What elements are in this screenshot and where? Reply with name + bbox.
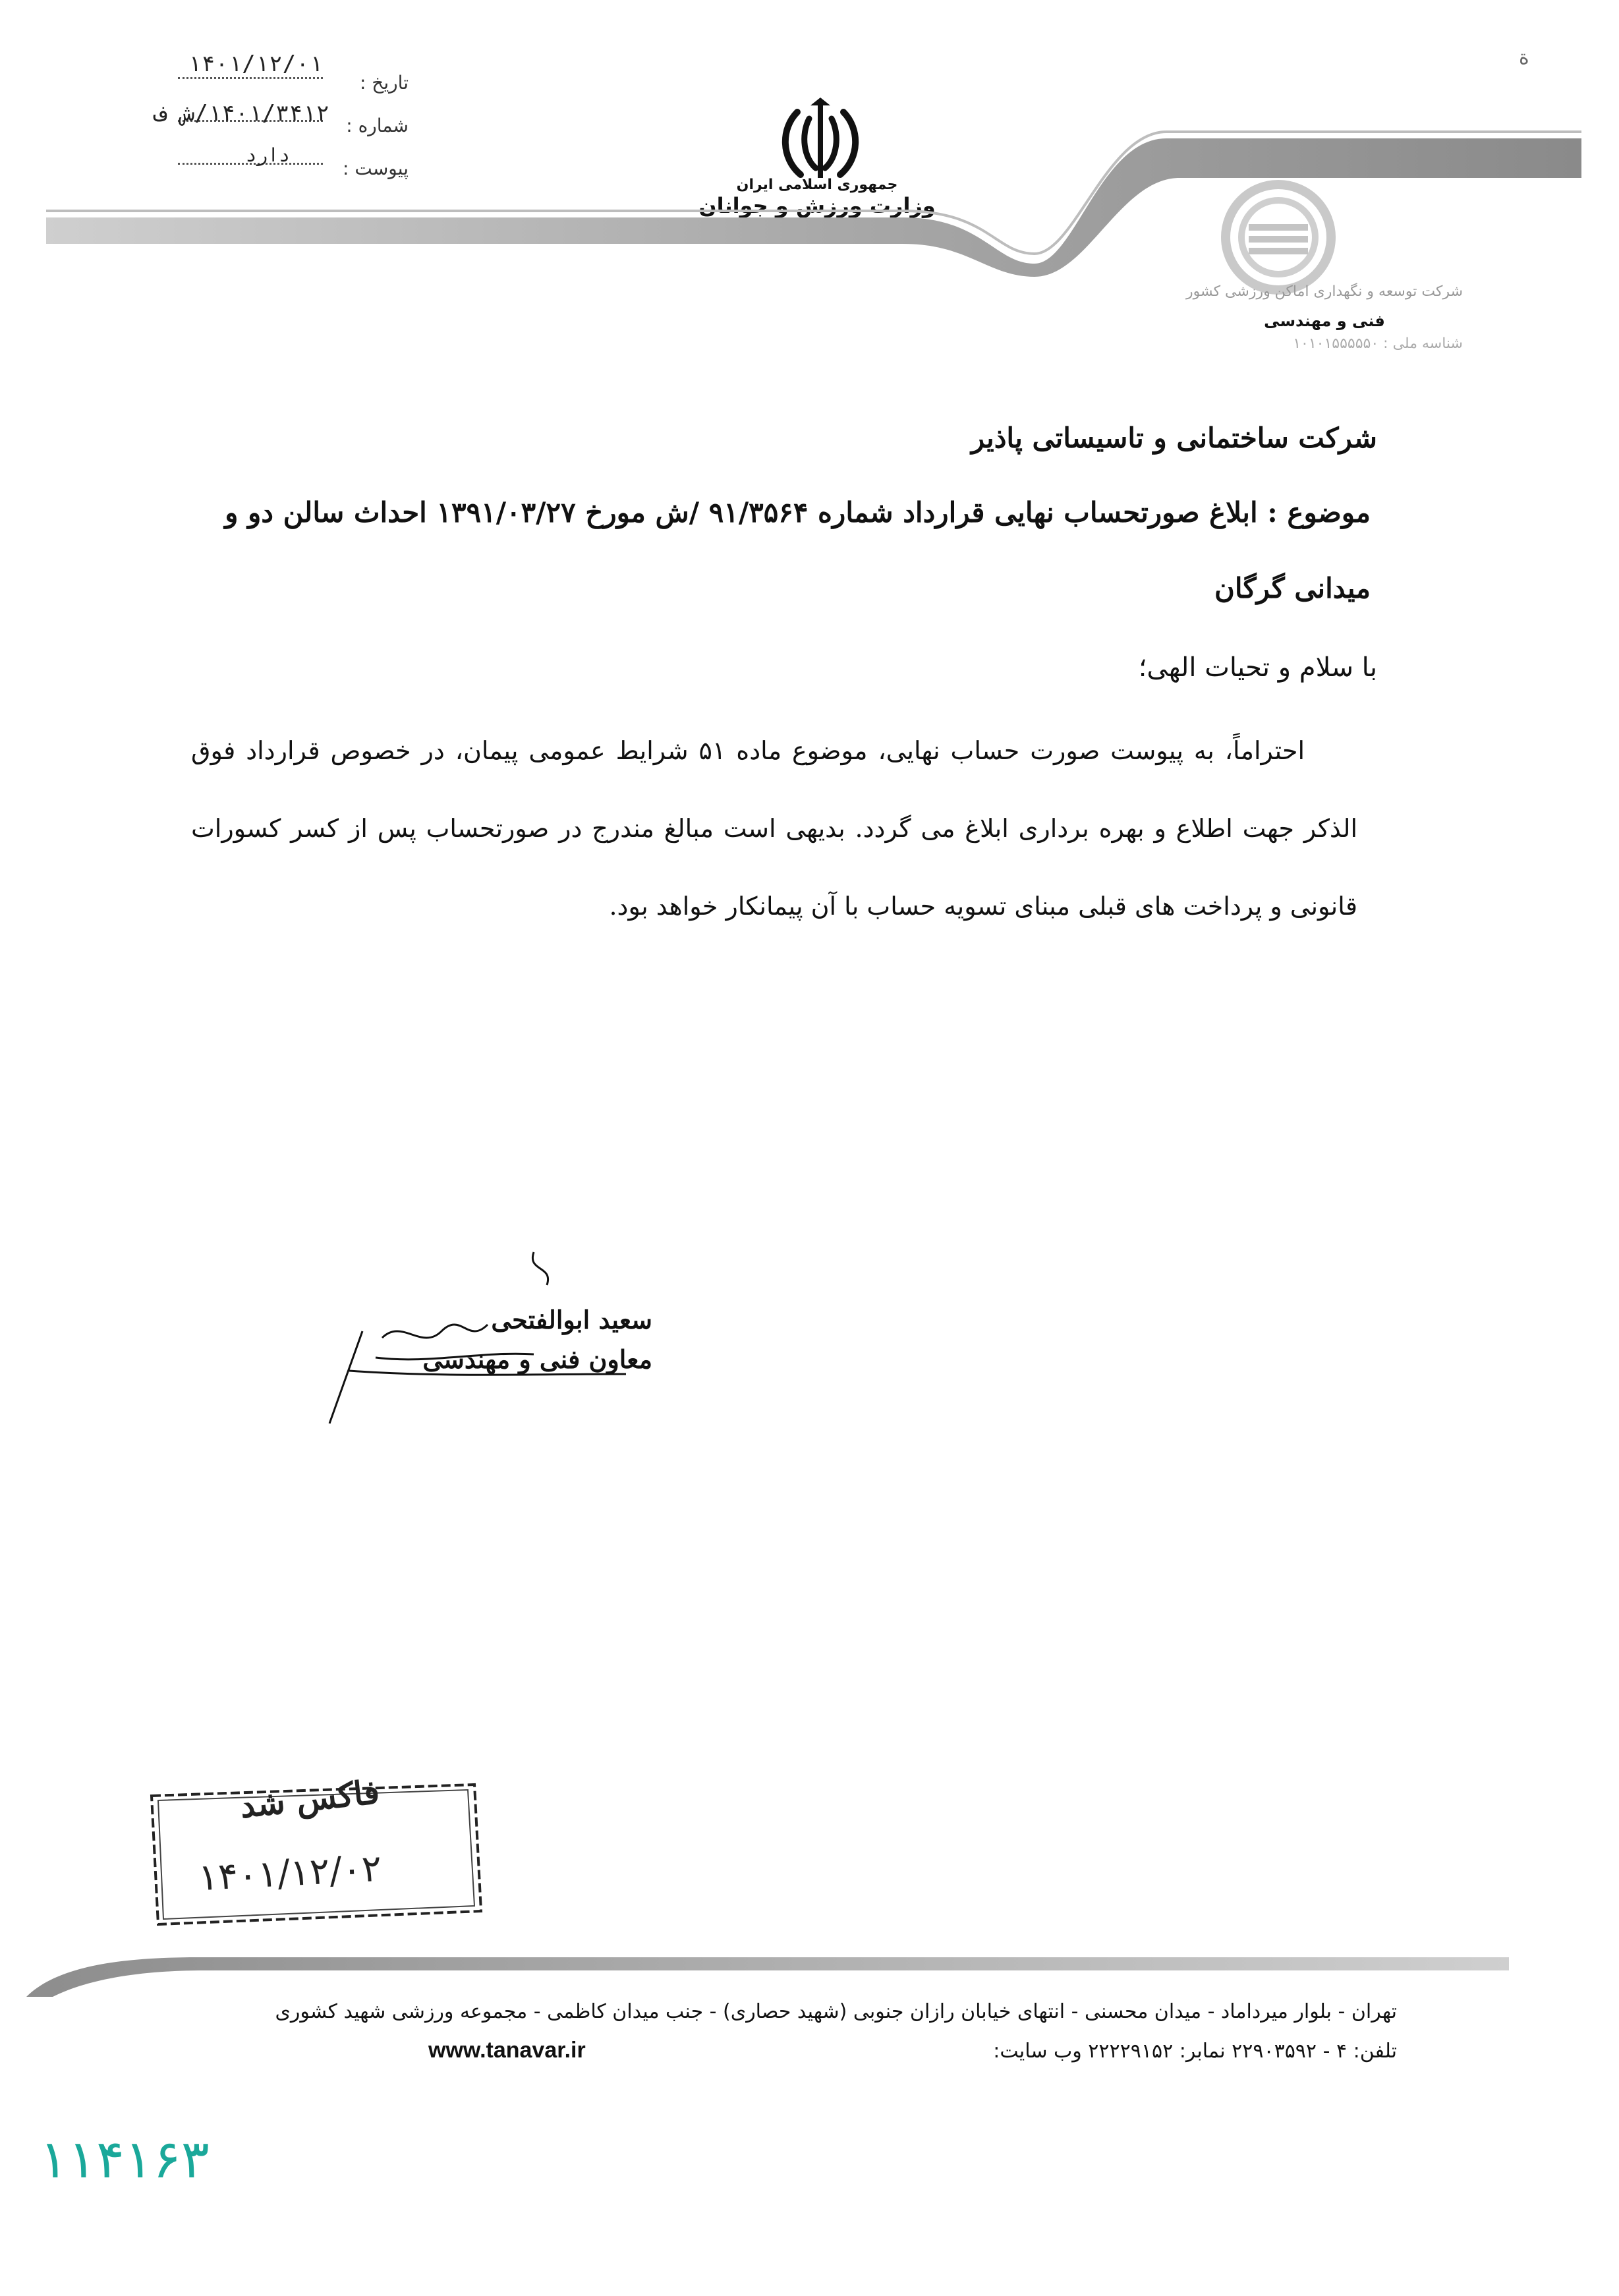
signature-scribble — [310, 1239, 652, 1437]
number-value: ۱۴۰۱/۳۴۱۲/ش ف — [154, 100, 329, 127]
header-band — [46, 125, 1581, 297]
signatory-name: سعید ابوالفتحی — [491, 1305, 652, 1335]
footer-band — [26, 1937, 1509, 1997]
signatory-title: معاون فنی و مهندسی — [422, 1344, 652, 1374]
organization-national-id: شناسه ملی : ۱۰۱۰۱۵۵۵۵۵۰ — [1293, 335, 1463, 352]
date-value: ۱۴۰۱/۱۲/۰۱ — [188, 51, 323, 77]
organization-info — [1107, 283, 1463, 352]
organization-logo-icon — [1219, 178, 1338, 297]
ministry-name: وزارت ورزش و جوانان — [698, 193, 936, 218]
organization-department: فنی و مهندسی — [1264, 312, 1385, 330]
footer-address: تهران - بلوار میرداماد - میدان محسنی - انتهای خیابان رازان جنوبی (شهید حصاری) - جنب میدان کاظمی - مجموعه ورزشی شهید کشوری — [275, 2000, 1397, 2023]
greeting: با سلام و تحیات الهی؛ — [1138, 652, 1377, 683]
footer-contact: تلفن: ۴ - ۲۲۹۰۳۵۹۲ نمابر: ۲۲۲۲۹۱۵۲ وب سایت: — [993, 2040, 1397, 2063]
subject: موضوع : ابلاغ صورتحساب نهایی قرارداد شماره ۹۱/۳۵۶۴ /ش مورخ ۱۳۹۱/۰۳/۲۷ احداث سالن دو و میدانی گرگان — [225, 496, 1371, 604]
corner-mark: ة — [1519, 46, 1529, 69]
fax-stamp-date: ۱۴۰۱/۱۲/۰۲ — [197, 1847, 383, 1900]
number-label: شماره : — [346, 115, 409, 136]
recipient: شرکت ساختمانی و تاسیساتی پاذیر — [971, 422, 1377, 454]
fax-stamp-title: فاکس شد — [238, 1772, 382, 1825]
footer-website[interactable]: www.tanavar.ir — [428, 2038, 586, 2063]
date-label: تاریخ : — [359, 72, 409, 94]
date-dots — [178, 77, 323, 79]
attachment-value: دارد — [245, 144, 290, 166]
organization-name: شرکت توسعه و نگهداری اماکن ورزشی کشور — [1185, 283, 1463, 300]
date-row — [132, 51, 422, 100]
signature-block — [310, 1239, 652, 1437]
letter-body: احتراماً، به پیوست صورت حساب نهایی، موضوع ماده ۵۱ شرایط عمومی پیمان، در خصوص قرارداد فوق الذکر جهت اطلاع و بهره برداری ابلاغ می گردد. بدیهی است مبالغ مندرج در صورتحساب پس از کسر کسورات قانونی و پرداخت های قبلی مبنای تسویه حساب با آن پیمانکار خواهد بود. — [191, 736, 1357, 921]
ministry-country: جمهوری اسلامی ایران — [736, 177, 898, 193]
archive-number: ۱۱۴۱۶۳ — [40, 2129, 210, 2190]
attachment-label: پیوست : — [343, 158, 409, 179]
